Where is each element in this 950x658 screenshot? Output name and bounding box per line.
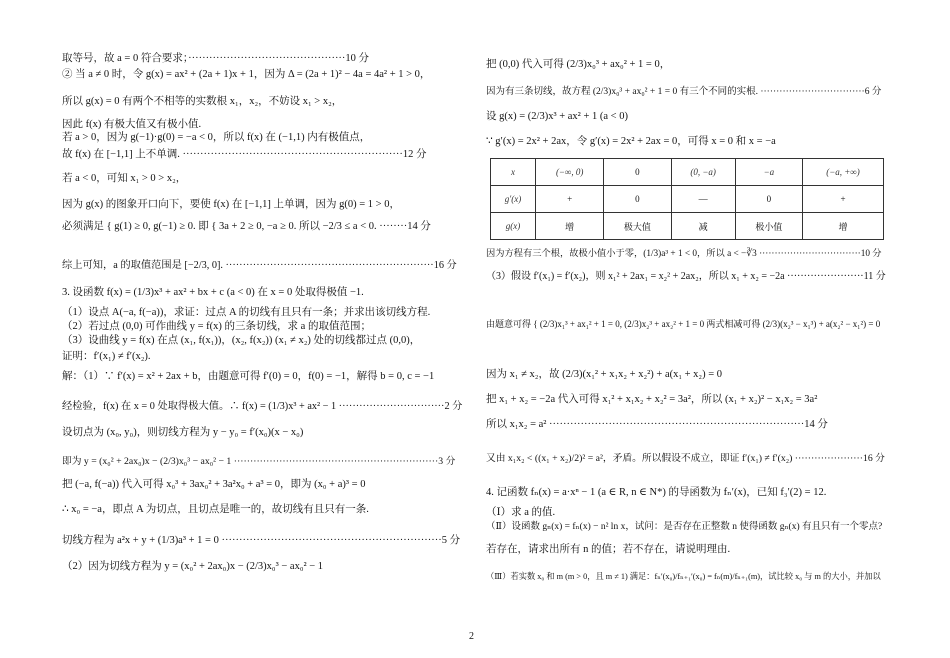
- table-cell: (−a, +∞): [802, 159, 883, 186]
- text-line: 取等号，故 a = 0 符合要求；·············································10 分: [62, 53, 370, 64]
- table-cell: x: [491, 159, 536, 186]
- text-line: 3. 设函数 f(x) = (1/3)x³ + ax² + bx + c (a < 0) 在 x = 0 处取得极值 −1.: [62, 287, 364, 298]
- table-cell: 增: [802, 213, 883, 240]
- monotonicity-table: [490, 158, 884, 240]
- text-line: （Ⅱ）设函数 gₙ(x) = fₙ(x) − n² ln x，试问：是否存在正整数 n 使得函数 gₙ(x) 有且只有一个零点?: [486, 522, 883, 532]
- text-line: ∴ x₀ = −a，即点 A 为切点，且切点是唯一的，故切线有且只有一条.: [62, 504, 369, 515]
- table-header-row: [491, 159, 884, 186]
- text-line: 解：（1）∵ f′(x) = x² + 2ax + b，由题意可得 f′(0) = 0，f(0) = −1，解得 b = 0, c = −1: [62, 371, 435, 382]
- text-line: 若 a < 0，可知 x₁ > 0 > x₂，: [62, 173, 187, 184]
- table-cell: 0: [735, 186, 802, 213]
- text-line: （2）因为切线方程为 y = (x₀² + 2ax₀)x − (2/3)x₀³ − ax₀² − 1: [62, 561, 324, 572]
- text-line: 若存在，请求出所有 n 的值；若不存在，请说明理由.: [486, 544, 731, 555]
- text-line: ∵ g′(x) = 2x² + 2ax，令 g′(x) = 2x² + 2ax = 0，可得 x = 0 和 x = −a: [486, 136, 776, 147]
- text-line: 所以 g(x) = 0 有两个不相等的实数根 x₁，x₂，不妨设 x₁ > x₂，: [62, 96, 343, 107]
- text-line: （3）假设 f′(x₁) = f′(x₂)，则 x₁² + 2ax₁ = x₂² + 2ax₂，所以 x₁ + x₂ = −2a ·······················11 分: [486, 271, 886, 282]
- text-line: 若 a > 0，因为 g(−1)·g(0) = −a < 0，所以 f(x) 在 (−1,1) 内有极值点，: [62, 132, 371, 143]
- table-cell: +: [536, 186, 604, 213]
- text-line: 故 f(x) 在 [−1,1] 上不单调. ·······························································12 分: [62, 149, 427, 160]
- text-line: ② 当 a ≠ 0 时，令 g(x) = ax² + (2a + 1)x + 1，因为 Δ = (2a + 1)² − 4a = 4a² + 1 > 0，: [62, 69, 431, 80]
- text-line: （3）设曲线 y = f(x) 在点 (x₁, f(x₁))，(x₂, f(x₂)) (x₁ ≠ x₂) 处的切线都过点 (0,0)，: [62, 335, 421, 346]
- text-line: 因为有三条切线，故方程 (2/3)x₀³ + ax₀² + 1 = 0 有三个不同的实根. ·································6 分: [486, 87, 882, 97]
- text-line: 把 (0,0) 代入可得 (2/3)x₀³ + ax₀² + 1 = 0，: [486, 59, 671, 70]
- text-line: 即为 y = (x₀² + 2ax₀)x − (2/3)x₀³ − ax₀² − 1 ·······························································3 分: [62, 456, 456, 467]
- text-line: 因为 x₁ ≠ x₂，故 (2/3)(x₁² + x₁x₂ + x₂²) + a(x₁ + x₂) = 0: [486, 369, 723, 380]
- text-line: （2）若过点 (0,0) 可作曲线 y = f(x) 的三条切线，求 a 的取值范围；: [62, 321, 371, 332]
- text-line: 经检验，f(x) 在 x = 0 处取得极大值。∴ f(x) = (1/3)x³ + ax² − 1 ·······························2 分: [62, 401, 463, 412]
- table-cell: 极小值: [735, 213, 802, 240]
- table-cell: (0, −a): [671, 159, 735, 186]
- table-cell: 极大值: [604, 213, 671, 240]
- text-line: 证明：f′(x₁) ≠ f′(x₂).: [62, 351, 151, 362]
- text-line: 因为 g(x) 的图象开口向下，要使 f(x) 在 [−1,1] 上单调，因为 g(0) = 1 > 0，: [62, 199, 400, 210]
- table-cell: 0: [604, 186, 671, 213]
- text-line: 设 g(x) = (2/3)x³ + ax² + 1 (a < 0): [486, 111, 628, 122]
- table-cell: +: [802, 186, 883, 213]
- table-cell: (−∞, 0): [536, 159, 604, 186]
- text-line: 4. 记函数 fₙ(x) = a·xⁿ − 1 (a ∈ R, n ∈ N*) 的导函数为 fₙ′(x)，已知 f₃′(2) = 12.: [486, 487, 827, 498]
- text-line: 由题意可得 { (2/3)x₁³ + ax₁² + 1 = 0, (2/3)x₂³ + ax₂² + 1 = 0 两式相减可得 (2/3)(x₂³ − x₁³) + a(x₂² − x₁²) = 0: [486, 319, 881, 329]
- table-cell: g′(x): [491, 186, 536, 213]
- table-cell: g(x): [491, 213, 536, 240]
- text-line: 所以 x₁x₂ = a² ·········································································14 分: [486, 419, 828, 430]
- table-cell: —: [671, 186, 735, 213]
- text-line: 因此 f(x) 有极大值又有极小值.: [62, 119, 202, 130]
- table-cell: 0: [604, 159, 671, 186]
- table-cell: −a: [735, 159, 802, 186]
- text-line: （Ⅰ）求 a 的值.: [486, 507, 556, 518]
- table-cell: 减: [671, 213, 735, 240]
- text-line: 把 x₁ + x₂ = −2a 代入可得 x₁² + x₁x₂ + x₂² = 3a²，所以 (x₁ + x₂)² − x₁x₂ = 3a²: [486, 394, 818, 405]
- right-column: [486, 0, 886, 640]
- text-line: 综上可知，a 的取值范围是 [−2/3, 0]. ·····························································16 分: [62, 260, 457, 271]
- text-line: 又由 x₁x₂ < ((x₁ + x₂)/2)² = a²，矛盾。所以假设不成立，即证 f′(x₁) ≠ f′(x₂) ·····················16 分: [486, 453, 885, 464]
- table-row: [491, 186, 884, 213]
- page-number: 2: [469, 631, 474, 642]
- left-column: [62, 0, 462, 640]
- text-line: 切线方程为 a²x + y + (1/3)a³ + 1 = 0 ·······························································5 分: [62, 535, 461, 546]
- text-line: （Ⅲ）若实数 x₀ 和 m (m > 0，且 m ≠ 1) 满足：fₙ′(x₀)/fₙ₊₁′(x₀) = fₙ(m)/fₙ₊₁(m)，试比较 x₀ 与 m 的大小，并加以: [486, 572, 881, 581]
- text-line: 因为方程有三个根，故极小值小于零，(1/3)a³ + 1 < 0，所以 a < −∛3 ·································10 分: [486, 249, 882, 259]
- text-line: 必须满足 { g(1) ≥ 0, g(−1) ≥ 0. 即 { 3a + 2 ≥ 0, −a ≥ 0. 所以 −2/3 ≤ a < 0. ········14 分: [62, 221, 431, 232]
- table-row: [491, 213, 884, 240]
- table-cell: 增: [536, 213, 604, 240]
- text-line: 把 (−a, f(−a)) 代入可得 x₀³ + 3ax₀² + 3a²x₀ + a³ = 0，即为 (x₀ + a)³ = 0: [62, 479, 366, 490]
- text-line: 设切点为 (x₀, y₀)，则切线方程为 y − y₀ = f′(x₀)(x − x₀): [62, 427, 304, 438]
- text-line: （1）设点 A(−a, f(−a))，求证：过点 A 的切线有且只有一条；并求出该切线方程.: [62, 307, 431, 318]
